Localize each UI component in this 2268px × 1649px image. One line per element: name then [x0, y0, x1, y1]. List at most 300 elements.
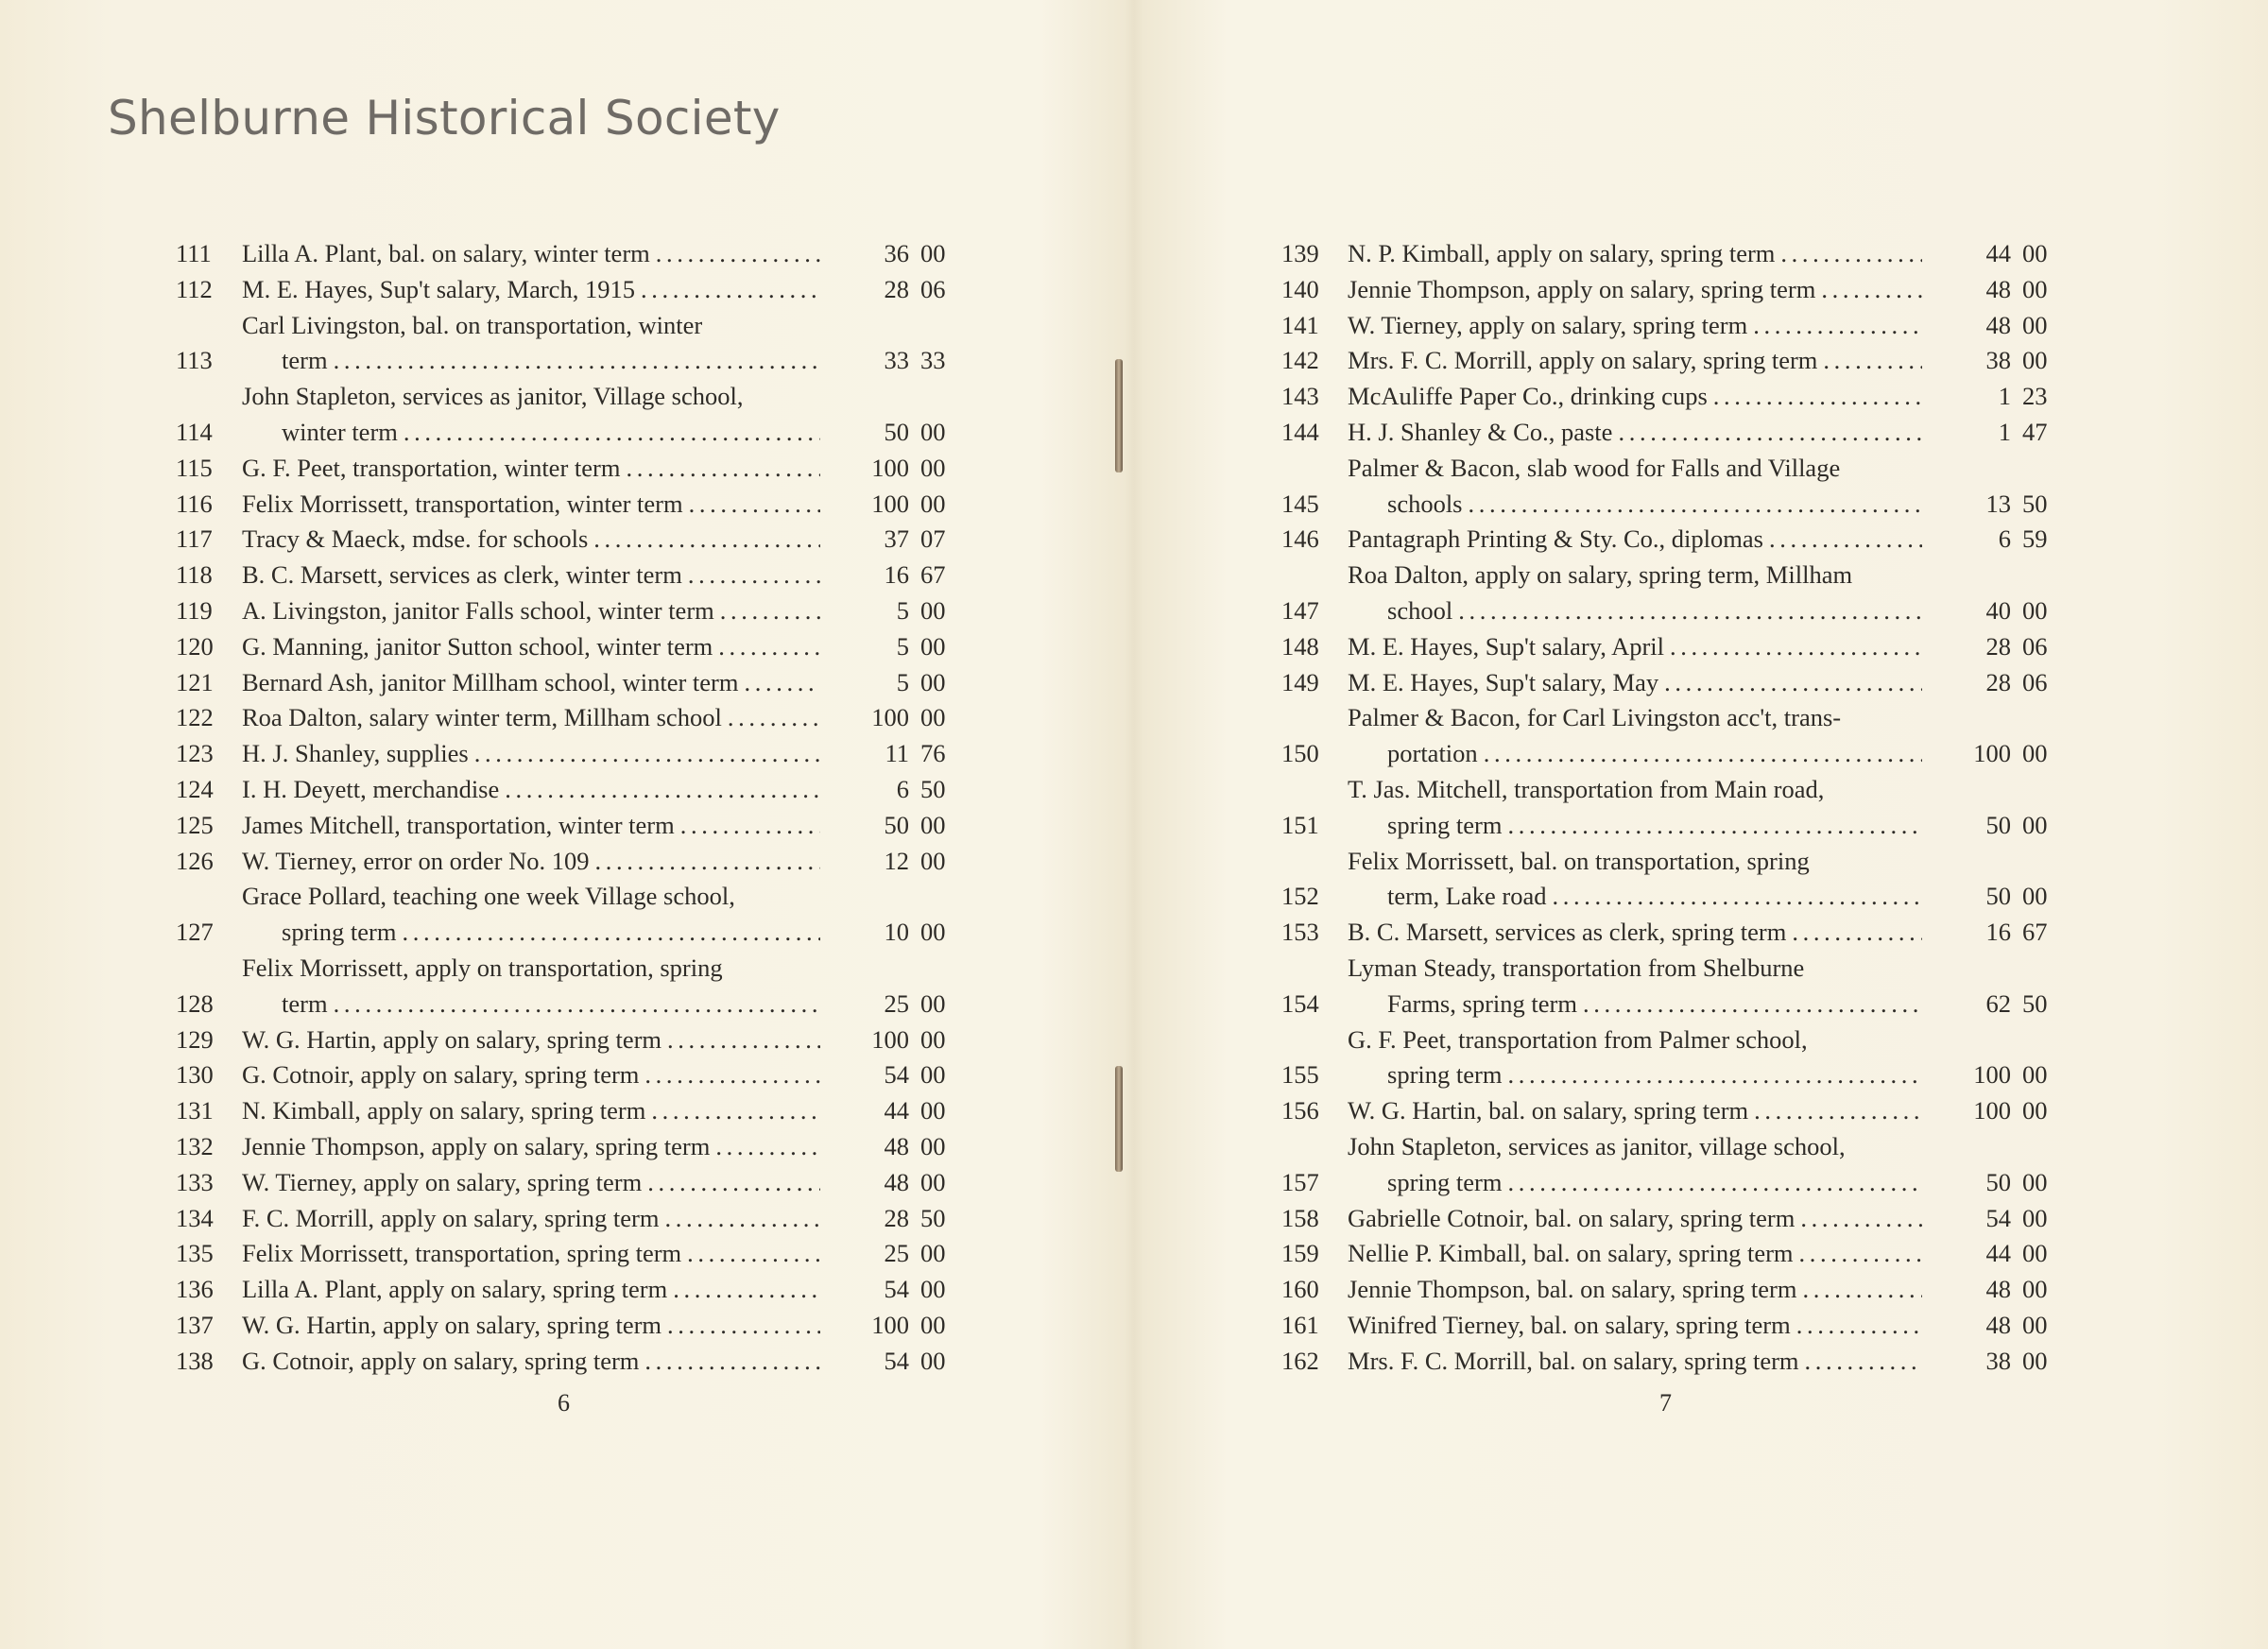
amount-cents: 00	[920, 1024, 946, 1054]
entry-description	[242, 951, 820, 1022]
amount-cents: 00	[2022, 739, 2048, 768]
ledger-row	[1274, 915, 2064, 951]
description-line	[242, 1272, 820, 1308]
description-line	[242, 1308, 820, 1344]
amount	[820, 236, 962, 272]
description-line	[1348, 1201, 1922, 1237]
description-text: M. E. Hayes, Sup't salary, April	[1348, 631, 1665, 661]
ledger-row	[168, 1093, 962, 1129]
description-text: school	[1387, 595, 1453, 625]
entry-description	[1348, 1308, 1922, 1344]
entry-description	[1348, 772, 1922, 844]
description-line	[242, 379, 820, 415]
amount	[820, 1022, 962, 1058]
ledger-row	[168, 879, 962, 951]
description-line	[242, 1165, 820, 1201]
amount	[820, 1272, 962, 1308]
description-line	[242, 915, 820, 951]
description-line	[1348, 272, 1922, 308]
description-text: G. Cotnoir, apply on salary, spring term	[242, 1346, 640, 1375]
amount	[1922, 1165, 2064, 1201]
amount-cents: 50	[2022, 489, 2048, 518]
description-line	[1348, 451, 1922, 487]
dot-leader	[710, 1129, 820, 1165]
dot-leader	[681, 1236, 820, 1272]
description-text: Roa Dalton, apply on salary, spring term, Millham	[1348, 560, 1853, 590]
ledger-row	[168, 1201, 962, 1237]
entry-description	[1348, 379, 1922, 415]
dot-leader	[1748, 1093, 1922, 1129]
description-text: spring term	[1387, 1167, 1503, 1196]
order-number: 135	[176, 1239, 214, 1268]
dot-leader	[588, 522, 820, 558]
order-number: 131	[176, 1096, 214, 1125]
order-number: 120	[176, 631, 214, 661]
entry-description	[1348, 951, 1922, 1022]
ledger-right	[1274, 236, 2064, 1380]
left-page	[168, 236, 962, 1380]
description-text: term, Lake road	[1387, 882, 1547, 911]
description-line	[1348, 736, 1922, 772]
ledger-row	[168, 1272, 962, 1308]
amount	[820, 1057, 962, 1093]
ledger-row	[168, 558, 962, 593]
ledger-row	[168, 844, 962, 880]
amount-cents: 23	[2022, 382, 2048, 411]
dot-leader	[1478, 736, 1922, 772]
entry-description	[1348, 343, 1922, 379]
ledger-left	[168, 236, 962, 1380]
amount-dollars: 48	[1985, 310, 2011, 339]
entry-description	[1348, 522, 1922, 558]
description-text: W. Tierney, apply on salary, spring term	[242, 1167, 643, 1196]
amount-cents: 00	[920, 988, 946, 1018]
description-line	[242, 308, 820, 344]
description-line	[1348, 1057, 1922, 1093]
amount-dollars: 100	[1973, 1096, 2011, 1125]
dot-leader	[499, 772, 820, 808]
order-number: 117	[176, 524, 213, 554]
amount-dollars: 54	[1985, 1203, 2011, 1232]
amount-cents: 00	[920, 846, 946, 875]
amount-dollars: 25	[884, 988, 909, 1018]
description-text: term	[282, 346, 328, 375]
ledger-row	[1274, 1022, 2064, 1094]
amount-dollars: 100	[871, 1024, 909, 1054]
amount-cents: 50	[2022, 988, 2048, 1018]
dot-leader	[1452, 593, 1922, 629]
description-text: Palmer & Bacon, for Carl Livingston acc't, trans-	[1348, 703, 1842, 732]
description-line	[1348, 879, 1922, 915]
description-text: Jennie Thompson, bal. on salary, spring term	[1348, 1275, 1797, 1304]
dot-leader	[1502, 1057, 1922, 1093]
description-line	[242, 558, 820, 593]
description-text: N. P. Kimball, apply on salary, spring term	[1348, 239, 1776, 267]
amount-cents: 33	[920, 346, 946, 375]
amount	[820, 272, 962, 308]
description-text: B. C. Marsett, services as clerk, winter term	[242, 560, 682, 590]
dot-leader	[1763, 522, 1922, 558]
amount-cents: 06	[2022, 667, 2048, 696]
description-text: G. Cotnoir, apply on salary, spring term	[242, 1060, 640, 1090]
dot-leader	[650, 236, 820, 272]
order-number: 158	[1281, 1203, 1319, 1232]
description-text: James Mitchell, transportation, winter term	[242, 810, 675, 839]
entry-description	[242, 558, 820, 593]
amount	[1922, 379, 2064, 415]
amount-dollars: 100	[1973, 739, 2011, 768]
amount	[1922, 629, 2064, 665]
order-number: 140	[1281, 274, 1319, 303]
order-number: 111	[176, 239, 212, 267]
description-line	[1348, 1344, 1922, 1380]
ledger-row	[1274, 343, 2064, 379]
amount	[820, 1165, 962, 1201]
order-number: 126	[176, 846, 214, 875]
amount-dollars: 13	[1985, 489, 2011, 518]
order-number: 148	[1281, 631, 1319, 661]
dot-leader	[1794, 1236, 1922, 1272]
ledger-row	[168, 808, 962, 844]
amount	[820, 343, 962, 379]
ledger-row	[1274, 629, 2064, 665]
amount	[1922, 522, 2064, 558]
order-number: 153	[1281, 918, 1319, 947]
amount	[1922, 487, 2064, 523]
entry-description	[242, 772, 820, 808]
amount	[1922, 1057, 2064, 1093]
description-line	[1348, 487, 1922, 523]
description-text: Nellie P. Kimball, bal. on salary, spring term	[1348, 1239, 1794, 1268]
ledger-row	[1274, 1201, 2064, 1237]
amount-dollars: 44	[884, 1096, 909, 1125]
amount-cents: 00	[920, 1060, 946, 1090]
dot-leader	[1817, 343, 1922, 379]
amount-cents: 76	[920, 739, 946, 768]
amount-cents: 00	[2022, 595, 2048, 625]
ledger-row	[168, 308, 962, 380]
order-number: 145	[1281, 489, 1319, 518]
amount-dollars: 100	[871, 453, 909, 482]
description-text: Farms, spring term	[1387, 988, 1577, 1018]
amount	[820, 593, 962, 629]
amount	[1922, 272, 2064, 308]
description-text: Mrs. F. C. Morrill, bal. on salary, spring term	[1348, 1346, 1799, 1375]
right-page	[1274, 236, 2064, 1380]
description-line	[242, 1093, 820, 1129]
amount-dollars: 12	[884, 846, 909, 875]
ledger-row	[168, 1129, 962, 1165]
description-text: M. E. Hayes, Sup't salary, March, 1915	[242, 274, 635, 303]
ledger-row	[1274, 700, 2064, 772]
amount-cents: 00	[920, 453, 946, 482]
ledger-row	[1274, 1344, 2064, 1380]
description-line	[242, 629, 820, 665]
dot-leader	[1791, 1308, 1922, 1344]
description-line	[1348, 951, 1922, 987]
order-number: 150	[1281, 739, 1319, 768]
amount-dollars: 48	[884, 1131, 909, 1160]
ledger-row	[168, 272, 962, 308]
dot-leader	[667, 1272, 820, 1308]
entry-description	[1348, 700, 1922, 772]
order-number: 152	[1281, 882, 1319, 911]
amount-cents: 50	[920, 774, 946, 803]
amount-dollars: 44	[1985, 1239, 2011, 1268]
description-line	[242, 772, 820, 808]
entry-description	[242, 272, 820, 308]
entry-description	[1348, 1201, 1922, 1237]
amount-dollars: 6	[896, 774, 909, 803]
description-text: Felix Morrissett, transportation, spring term	[242, 1239, 682, 1268]
description-text: W. G. Hartin, apply on salary, spring term	[242, 1310, 662, 1339]
ledger-row	[168, 1022, 962, 1058]
order-number: 121	[176, 667, 214, 696]
dot-leader	[1577, 987, 1922, 1022]
description-text: Carl Livingston, bal. on transportation, winter	[242, 310, 703, 339]
amount-dollars: 37	[884, 524, 909, 554]
entry-description	[242, 665, 820, 701]
amount	[820, 665, 962, 701]
description-text: Lyman Steady, transportation from Shelburne	[1348, 953, 1805, 982]
amount-dollars: 5	[896, 595, 909, 625]
entry-description	[1348, 1129, 1922, 1201]
description-line	[242, 736, 820, 772]
amount-dollars: 54	[884, 1346, 909, 1375]
amount-cents: 00	[2022, 1275, 2048, 1304]
dot-leader	[590, 844, 820, 880]
dot-leader	[1708, 379, 1922, 415]
amount	[1922, 987, 2064, 1022]
entry-description	[242, 593, 820, 629]
ledger-row	[168, 1344, 962, 1380]
ledger-row	[1274, 951, 2064, 1022]
description-line	[242, 808, 820, 844]
description-text: A. Livingston, janitor Falls school, winter term	[242, 595, 714, 625]
ledger-row	[168, 1165, 962, 1201]
description-line	[242, 522, 820, 558]
entry-description	[242, 879, 820, 951]
amount-dollars: 33	[884, 346, 909, 375]
order-number: 162	[1281, 1346, 1319, 1375]
description-text: schools	[1387, 489, 1463, 518]
amount-dollars: 28	[1985, 631, 2011, 661]
dot-leader	[1658, 665, 1922, 701]
entry-description	[242, 1165, 820, 1201]
entry-description	[242, 1344, 820, 1380]
order-number: 119	[176, 595, 213, 625]
description-text: Felix Morrissett, transportation, winter term	[242, 489, 683, 518]
entry-description	[1348, 1344, 1922, 1380]
dot-leader	[1747, 308, 1922, 344]
amount-cents: 59	[2022, 524, 2048, 554]
amount-dollars: 25	[884, 1239, 909, 1268]
description-line	[1348, 558, 1922, 593]
order-number: 124	[176, 774, 214, 803]
order-number: 122	[176, 703, 214, 732]
amount-cents: 00	[2022, 346, 2048, 375]
amount-cents: 50	[920, 1203, 946, 1232]
amount	[820, 415, 962, 451]
description-line	[1348, 987, 1922, 1022]
ledger-row	[1274, 415, 2064, 451]
amount-cents: 00	[2022, 1060, 2048, 1090]
amount-cents: 67	[2022, 918, 2048, 947]
description-text: Winifred Tierney, bal. on salary, spring term	[1348, 1310, 1791, 1339]
amount	[1922, 343, 2064, 379]
order-number: 154	[1281, 988, 1319, 1018]
amount-cents: 00	[2022, 1203, 2048, 1232]
amount-dollars: 50	[1985, 1167, 2011, 1196]
amount-dollars: 38	[1985, 1346, 2011, 1375]
order-number: 116	[176, 489, 213, 518]
amount	[1922, 1236, 2064, 1272]
amount-dollars: 100	[871, 1310, 909, 1339]
amount-cents: 00	[2022, 1167, 2048, 1196]
amount-cents: 00	[2022, 1239, 2048, 1268]
amount	[1922, 915, 2064, 951]
amount	[820, 558, 962, 593]
dot-leader	[738, 665, 820, 701]
dot-leader	[713, 629, 820, 665]
amount-dollars: 11	[885, 739, 909, 768]
description-text: Gabrielle Cotnoir, bal. on salary, spring term	[1348, 1203, 1796, 1232]
order-number: 151	[1281, 810, 1319, 839]
description-line	[242, 1344, 820, 1380]
description-line	[242, 665, 820, 701]
description-line	[242, 415, 820, 451]
amount	[820, 1344, 962, 1380]
amount-cents: 06	[2022, 631, 2048, 661]
description-text: Mrs. F. C. Morrill, apply on salary, spring term	[1348, 346, 1818, 375]
amount	[1922, 593, 2064, 629]
amount-cents: 00	[920, 489, 946, 518]
description-line	[1348, 1165, 1922, 1201]
dot-leader	[620, 451, 820, 487]
amount-dollars: 50	[884, 417, 909, 446]
description-line	[1348, 1022, 1922, 1058]
description-line	[242, 1057, 820, 1093]
ledger-row	[168, 593, 962, 629]
description-text: G. Manning, janitor Sutton school, winter term	[242, 631, 713, 661]
dot-leader	[642, 1165, 820, 1201]
entry-description	[242, 736, 820, 772]
description-line	[1348, 772, 1922, 808]
order-number: 155	[1281, 1060, 1319, 1090]
amount	[1922, 665, 2064, 701]
dot-leader	[639, 1344, 820, 1380]
ledger-row	[1274, 1129, 2064, 1201]
amount	[1922, 808, 2064, 844]
amount-cents: 00	[920, 1310, 946, 1339]
description-text: Lilla A. Plant, bal. on salary, winter term	[242, 239, 650, 267]
amount-cents: 00	[920, 667, 946, 696]
description-text: W. Tierney, error on order No. 109	[242, 846, 590, 875]
dot-leader	[398, 415, 820, 451]
amount-dollars: 1	[1998, 382, 2011, 411]
description-line	[1348, 844, 1922, 880]
description-line	[242, 487, 820, 523]
description-text: N. Kimball, apply on salary, spring term	[242, 1096, 646, 1125]
amount-dollars: 28	[1985, 667, 2011, 696]
order-number: 123	[176, 739, 214, 768]
description-text: spring term	[282, 918, 397, 947]
entry-description	[1348, 451, 1922, 523]
amount-cents: 00	[920, 239, 946, 267]
order-number: 132	[176, 1131, 214, 1160]
order-number: 139	[1281, 239, 1319, 267]
amount-dollars: 38	[1985, 346, 2011, 375]
dot-leader	[396, 915, 820, 951]
amount	[820, 700, 962, 736]
amount-cents: 00	[920, 1346, 946, 1375]
description-line	[1348, 343, 1922, 379]
ledger-row	[1274, 308, 2064, 344]
description-line	[242, 844, 820, 880]
description-line	[242, 272, 820, 308]
amount	[820, 1236, 962, 1272]
description-line	[242, 593, 820, 629]
amount-dollars: 54	[884, 1060, 909, 1090]
ledger-row	[168, 665, 962, 701]
order-number: 160	[1281, 1275, 1319, 1304]
amount-dollars: 5	[896, 667, 909, 696]
description-line	[1348, 629, 1922, 665]
amount-cents: 00	[2022, 882, 2048, 911]
description-line	[1348, 522, 1922, 558]
dot-leader	[682, 558, 820, 593]
amount	[1922, 1308, 2064, 1344]
description-text: Felix Morrissett, bal. on transportation, spring	[1348, 846, 1810, 875]
ledger-row	[168, 1236, 962, 1272]
order-number: 114	[176, 417, 213, 446]
entry-description	[1348, 844, 1922, 916]
description-line	[1348, 593, 1922, 629]
amount-cents: 00	[920, 1167, 946, 1196]
dot-leader	[662, 1022, 820, 1058]
amount-dollars: 1	[1998, 417, 2011, 446]
dot-leader	[645, 1093, 820, 1129]
entry-description	[242, 308, 820, 380]
ledger-row	[1274, 451, 2064, 523]
description-text: Tracy & Maeck, mdse. for schools	[242, 524, 589, 554]
ledger-row	[168, 1057, 962, 1093]
entry-description	[1348, 1093, 1922, 1129]
dot-leader	[1815, 272, 1922, 308]
order-number: 115	[176, 453, 213, 482]
description-line	[242, 700, 820, 736]
description-text: T. Jas. Mitchell, transportation from Main road,	[1348, 774, 1825, 803]
amount-cents: 06	[920, 274, 946, 303]
entry-description	[1348, 665, 1922, 701]
ledger-row	[1274, 558, 2064, 629]
ledger-row	[1274, 272, 2064, 308]
amount-cents: 07	[920, 524, 946, 554]
ledger-row	[168, 736, 962, 772]
dot-leader	[469, 736, 820, 772]
description-text: W. G. Hartin, bal. on salary, spring term	[1348, 1096, 1749, 1125]
description-text: term	[282, 988, 328, 1018]
order-number: 144	[1281, 417, 1319, 446]
dot-leader	[662, 1308, 820, 1344]
amount-dollars: 40	[1985, 595, 2011, 625]
dot-leader	[635, 272, 820, 308]
amount-dollars: 28	[884, 274, 909, 303]
entry-description	[242, 700, 820, 736]
entry-description	[1348, 558, 1922, 629]
entry-description	[242, 379, 820, 451]
description-text: Grace Pollard, teaching one week Village school,	[242, 882, 735, 911]
